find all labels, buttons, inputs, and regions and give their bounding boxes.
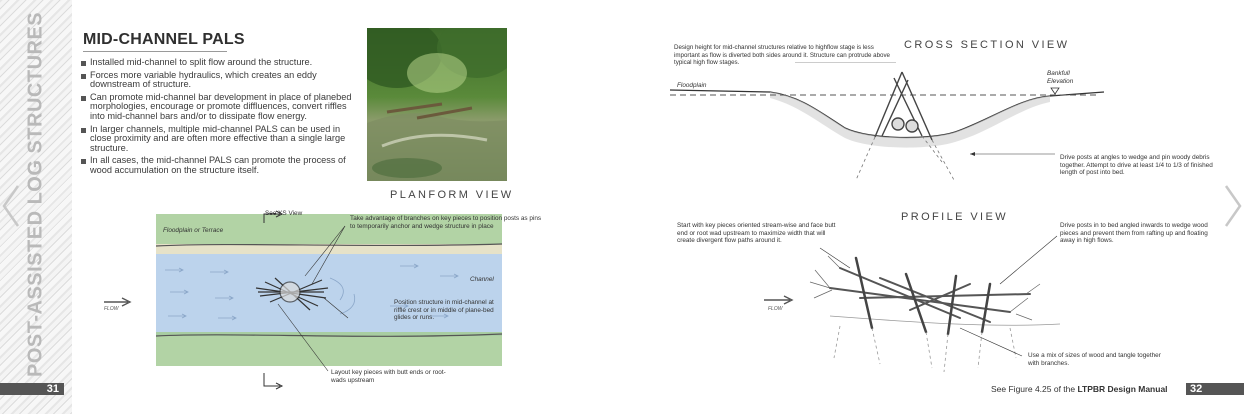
bullet-list xyxy=(80,58,362,179)
flow-arrow-icon xyxy=(104,298,130,306)
see-xs-view-label: See XS View xyxy=(265,210,303,217)
mix-sizes-note: Use a mix of sizes of wood and tangle together with branches. xyxy=(1028,352,1161,367)
footer-prefix: See Figure 4.25 of the xyxy=(991,384,1078,394)
chevron-left-icon[interactable] xyxy=(0,182,24,230)
bullet-item: Installed mid-channel to split flow around the structure. xyxy=(80,58,362,68)
drive-posts-angle-note: Drive posts at angles to wedge and pin woody debris together. Attempt to drive at least 1/4 to 1/3 of finished length of post into bed. xyxy=(1060,154,1213,177)
profile-diagram xyxy=(760,228,1060,378)
title-rule xyxy=(83,51,227,52)
bullet-item: In larger channels, multiple mid-channel PALS can be used in close proximity and are often more effective than a single large structure. xyxy=(80,125,362,154)
page-number-left: 31 xyxy=(0,383,64,395)
position-note: Position structure in mid-channel at riffle crest or in middle of plane-bed glides or runs. xyxy=(394,299,494,322)
stream-photo xyxy=(367,28,507,181)
profile-flow-arrow-icon xyxy=(764,296,792,304)
planform-view-title: PLANFORM VIEW xyxy=(390,189,514,201)
footer-reference xyxy=(991,384,1168,394)
branches-note: Take advantage of branches on key pieces to position posts as pins to temporarily anchor and wedge structure in place xyxy=(350,215,542,230)
channel-label: Channel xyxy=(470,276,494,283)
start-key-pieces-note: Start with key pieces oriented stream-wise and face butt end or root wad upstream to maximize width that will create divergent flow paths around it. xyxy=(677,222,836,245)
bullet-item: In all cases, the mid-channel PALS can promote the process of wood accumulation on the structure itself. xyxy=(80,156,362,175)
layout-note: Layout key pieces with butt ends or root-wads upstream xyxy=(331,369,446,384)
planform-flow-label: FLOW xyxy=(104,306,119,312)
profile-flow-label: FLOW xyxy=(768,306,783,312)
cross-section-structure xyxy=(875,72,932,140)
bullet-item: Forces more variable hydraulics, which creates an eddy downstream of structure. xyxy=(80,71,362,90)
spine-title: POST-ASSISTED LOG STRUCTURES xyxy=(24,11,47,377)
channel-water xyxy=(156,254,502,336)
drive-posts-inward-note: Drive posts in to bed angled inwards to wedge wood pieces and prevent them from rafting up and floating away in high flows. xyxy=(1060,222,1208,245)
chevron-right-icon[interactable] xyxy=(1220,182,1244,230)
channel-profile-line xyxy=(670,90,1104,138)
profile-view-title: PROFILE VIEW xyxy=(901,211,1009,223)
cross-section-view-title: CROSS SECTION VIEW xyxy=(904,39,1070,51)
floodplain-label: Floodplain xyxy=(677,82,707,89)
bullet-item: Can promote mid-channel bar development in place of planebed morphologies, encourage or promote diffluences, convert riffles into mid-channel bars and/or to dissipate flow energy. xyxy=(80,93,362,122)
bankfull-elevation-label: Bankfull Elevation xyxy=(1047,70,1074,85)
lower-floodplain-bank xyxy=(156,332,502,366)
footer-manual-name: LTPBR Design Manual xyxy=(1077,384,1168,394)
page-number-right: 32 xyxy=(1186,383,1244,395)
design-height-note: Design height for mid-channel structures relative to highflow stage is less important as flow is diverted both sides around it. Structure can protrude above typical high flow stages. xyxy=(674,44,890,67)
section-title: MID-CHANNEL PALS xyxy=(83,31,245,48)
floodplain-terrace-label: Floodplain or Terrace xyxy=(163,227,224,234)
